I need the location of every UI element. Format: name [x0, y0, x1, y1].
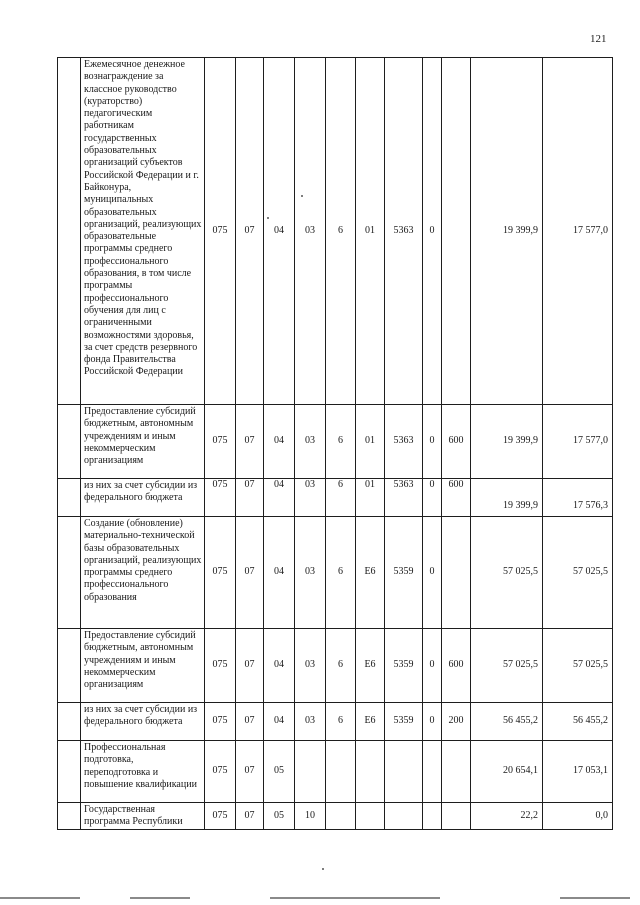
- row-number-cell: [58, 741, 81, 803]
- program-code: 03: [295, 629, 326, 703]
- amount-year-1: 19 399,9: [471, 58, 543, 405]
- row-name: Предоставление субсидий бюджетным, автономным учреждениям и иным некоммерческим организациям: [81, 405, 205, 479]
- table-row: [58, 803, 613, 830]
- table-row: [58, 58, 613, 405]
- row-number-cell: [58, 703, 81, 741]
- subsection-code: 04: [264, 517, 295, 629]
- subprogram-code: 6: [326, 479, 356, 517]
- amount-year-1: 57 025,5: [471, 517, 543, 629]
- section-code: 07: [236, 517, 264, 629]
- row-name: Создание (обновление) материально-технической базы образовательных организаций, реализующих программы среднего профессионального образования: [81, 517, 205, 629]
- admin-code: 075: [205, 517, 236, 629]
- amount-year-2: 17 576,3: [543, 479, 613, 517]
- subsection-code: 04: [264, 703, 295, 741]
- table-row: [58, 741, 613, 803]
- admin-code: 075: [205, 741, 236, 803]
- expense-type-code: 200: [442, 703, 471, 741]
- amount-year-2: 17 577,0: [543, 405, 613, 479]
- subprogram-code: 6: [326, 703, 356, 741]
- sub-direction-code: 0: [423, 58, 442, 405]
- row-number-cell: [58, 629, 81, 703]
- direction-code: 5359: [385, 629, 423, 703]
- event-code: Е6: [356, 629, 385, 703]
- scan-edge-artifact: [0, 896, 640, 901]
- subprogram-code: 6: [326, 629, 356, 703]
- admin-code: 075: [205, 479, 236, 517]
- section-code: 07: [236, 803, 264, 830]
- subprogram-code: [326, 803, 356, 830]
- scan-speck: [301, 195, 303, 197]
- direction-code: [385, 803, 423, 830]
- program-code: 03: [295, 479, 326, 517]
- admin-code: 075: [205, 405, 236, 479]
- program-code: 03: [295, 58, 326, 405]
- expense-type-code: [442, 803, 471, 830]
- event-code: 01: [356, 58, 385, 405]
- admin-code: 075: [205, 803, 236, 830]
- program-code: 03: [295, 517, 326, 629]
- expense-type-code: 600: [442, 629, 471, 703]
- admin-code: 075: [205, 629, 236, 703]
- amount-year-1: 57 025,5: [471, 629, 543, 703]
- event-code: 01: [356, 479, 385, 517]
- section-code: 07: [236, 58, 264, 405]
- direction-code: [385, 741, 423, 803]
- amount-year-2: 56 455,2: [543, 703, 613, 741]
- row-number-cell: [58, 405, 81, 479]
- amount-year-2: 57 025,5: [543, 517, 613, 629]
- table-row: [58, 517, 613, 629]
- expense-type-code: [442, 58, 471, 405]
- program-code: 03: [295, 703, 326, 741]
- subsection-code: 05: [264, 803, 295, 830]
- subprogram-code: 6: [326, 58, 356, 405]
- table-row: [58, 479, 613, 517]
- scan-speck: [322, 868, 324, 870]
- sub-direction-code: [423, 803, 442, 830]
- event-code: [356, 741, 385, 803]
- program-code: 10: [295, 803, 326, 830]
- row-name: из них за счет субсидии из федерального бюджета: [81, 479, 205, 517]
- row-name: Предоставление субсидий бюджетным, автономным учреждениям и иным некоммерческим организациям: [81, 629, 205, 703]
- amount-year-1: 19 399,9: [471, 479, 543, 517]
- subsection-code: 04: [264, 629, 295, 703]
- direction-code: 5359: [385, 517, 423, 629]
- section-code: 07: [236, 405, 264, 479]
- expense-type-code: [442, 517, 471, 629]
- section-code: 07: [236, 479, 264, 517]
- expense-type-code: 600: [442, 479, 471, 517]
- expense-type-code: [442, 741, 471, 803]
- amount-year-1: 20 654,1: [471, 741, 543, 803]
- row-name: Государственная программа Республики: [81, 803, 205, 830]
- row-number-cell: [58, 479, 81, 517]
- event-code: 01: [356, 405, 385, 479]
- subsection-code: 05: [264, 741, 295, 803]
- row-name: из них за счет субсидии из федерального бюджета: [81, 703, 205, 741]
- section-code: 07: [236, 703, 264, 741]
- row-name: Профессиональная подготовка, переподготовка и повышение квалификации: [81, 741, 205, 803]
- amount-year-1: 19 399,9: [471, 405, 543, 479]
- amount-year-2: 57 025,5: [543, 629, 613, 703]
- sub-direction-code: 0: [423, 405, 442, 479]
- table-row: [58, 405, 613, 479]
- budget-table: [57, 57, 613, 830]
- amount-year-2: 0,0: [543, 803, 613, 830]
- page-number: 121: [590, 33, 607, 45]
- amount-year-1: 56 455,2: [471, 703, 543, 741]
- section-code: 07: [236, 741, 264, 803]
- admin-code: 075: [205, 58, 236, 405]
- amount-year-1: 22,2: [471, 803, 543, 830]
- sub-direction-code: 0: [423, 517, 442, 629]
- row-number-cell: [58, 803, 81, 830]
- subprogram-code: 6: [326, 405, 356, 479]
- scan-speck: [267, 217, 269, 219]
- subsection-code: 04: [264, 405, 295, 479]
- sub-direction-code: 0: [423, 629, 442, 703]
- sub-direction-code: 0: [423, 703, 442, 741]
- program-code: 03: [295, 405, 326, 479]
- row-number-cell: [58, 58, 81, 405]
- event-code: Е6: [356, 703, 385, 741]
- row-name: Ежемесячное денежное вознаграждение за классное руководство (кураторство) педагогическим работникам государственных образовательных организаций субъектов Российской Федерации и г. Байконура, муниципальных образовательных организаций, реализующих образовательные программы среднего профессионального образования, в том числе программы профессионального обучения для лиц с ограниченными возможностями здоровья, за счет средств резервного фонда Правительства Российской Федерации: [81, 58, 205, 405]
- subprogram-code: 6: [326, 517, 356, 629]
- subsection-code: 04: [264, 479, 295, 517]
- table-row: [58, 629, 613, 703]
- sub-direction-code: [423, 741, 442, 803]
- sub-direction-code: 0: [423, 479, 442, 517]
- admin-code: 075: [205, 703, 236, 741]
- amount-year-2: 17 053,1: [543, 741, 613, 803]
- section-code: 07: [236, 629, 264, 703]
- direction-code: 5363: [385, 479, 423, 517]
- expense-type-code: 600: [442, 405, 471, 479]
- program-code: [295, 741, 326, 803]
- row-number-cell: [58, 517, 81, 629]
- direction-code: 5363: [385, 58, 423, 405]
- subprogram-code: [326, 741, 356, 803]
- direction-code: 5359: [385, 703, 423, 741]
- event-code: Е6: [356, 517, 385, 629]
- table-row: [58, 703, 613, 741]
- direction-code: 5363: [385, 405, 423, 479]
- subsection-code: 04: [264, 58, 295, 405]
- event-code: [356, 803, 385, 830]
- amount-year-2: 17 577,0: [543, 58, 613, 405]
